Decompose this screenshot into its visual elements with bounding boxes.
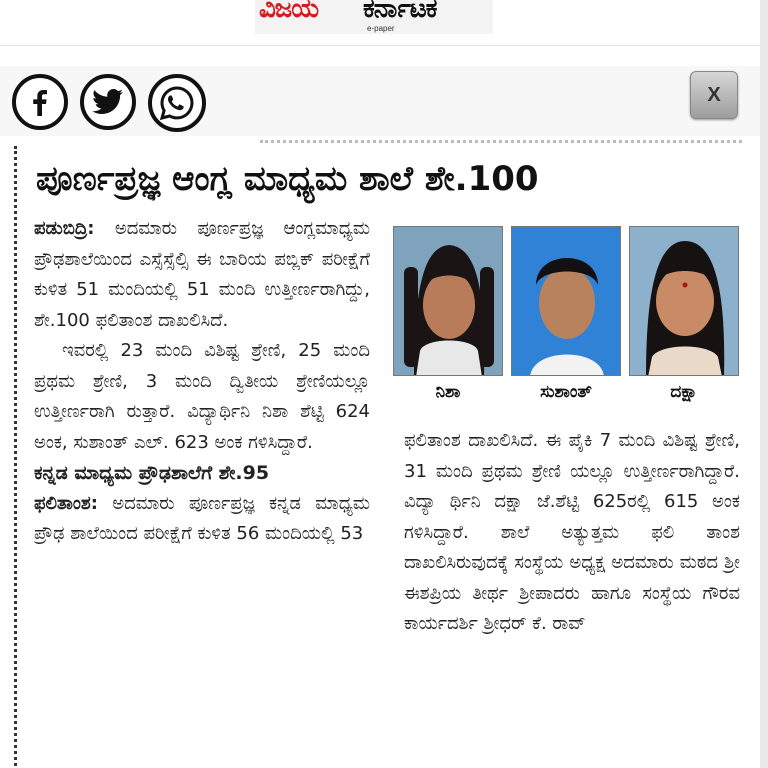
article-column-1 [34, 214, 370, 550]
portrait-image [394, 227, 503, 376]
twitter-icon [92, 88, 124, 116]
article-headline: ಪೂರ್ಣಪ್ರಜ್ಞ ಆಂಗ್ಲ ಮಾಧ್ಯಮ ಶಾಲೆ ಶೇ.100 [36, 159, 539, 199]
photo-caption-sushanth: ಸುಶಾಂತ್ [540, 382, 592, 402]
facebook-share-button[interactable] [12, 74, 68, 130]
top-divider [260, 140, 742, 143]
subheading: ಕನ್ನಡ ಮಾಧ್ಯಮ ಪ್ರೌಢಶಾಲೆಗೆ ಶೇ.95 [34, 462, 270, 484]
student-photo-daksha [629, 226, 739, 376]
paragraph-1: ಅದಮಾರು ಪೂರ್ಣಪ್ರಜ್ಞ ಆಂಗ್ಲಮಾಧ್ಯಮ ಪ್ರೌಢಶಾಲೆಯಿಂದ ಎಸ್ಸೆಸ್ಸೆಲ್ಸಿ ಈ ಬಾರಿಯ ಪಬ್ಲಿಕ್ ಪರೀಕ್ಷೆಗೆ ಕುಳಿತ 51 ಮಂದಿಯಲ್ಲಿ 51 ಮಂದಿ ಉತ್ತೀರ್ಣರಾಗಿದ್ದು, ಶೇ.100 ಫಲಿತಾಂಶ ದಾಖಲಿಸಿದೆ. [34, 218, 370, 331]
vijay-karnataka-logo[interactable] [255, 0, 493, 34]
dateline: ಪಡುಬಿದ್ರಿ: [34, 218, 95, 239]
subheading-lead: ಫಲಿತಾಂಶ: [34, 492, 98, 514]
top-bar [0, 0, 768, 46]
logo-text-black: ಕರ್ನಾಟಕ [363, 0, 437, 24]
whatsapp-icon [160, 86, 194, 120]
student-photo-sushanth [511, 226, 621, 376]
photo-caption-nisha: ನಿಶಾ [435, 382, 461, 402]
logo-subtitle: e-paper [367, 24, 395, 33]
paragraph-4: ಫಲಿತಾಂಶ ದಾಖಲಿಸಿದೆ. ಈ ಪೈಕಿ 7 ಮಂದಿ ವಿಶಿಷ್ಟ ಶ್ರೇಣಿ, 31 ಮಂದಿ ಪ್ರಥಮ ಶ್ರೇಣಿ ಯಲ್ಲೂ ಉತ್ತೀರ್ಣರಾಗಿದ್ದಾರೆ. ವಿದ್ಯಾ ರ್ಥಿನಿ ದಕ್ಷಾ ಜೆ.ಶೆಟ್ಟಿ 625ರಲ್ಲಿ 615 ಅಂಕ ಗಳಿಸಿದ್ದಾರೆ. ಶಾಲೆ ಅತ್ಯುತ್ತಮ ಫಲಿ ತಾಂಶ ದಾಖಲಿಸಿರುವುದಕ್ಕೆ ಸಂಸ್ಥೆಯ ಅಧ್ಯಕ್ಷ ಅದಮಾರು ಮಠದ ಶ್ರೀ ಈಶಪ್ರಿಯ ತೀರ್ಥ ಶ್ರೀಪಾದರು ಹಾಗೂ ಸಂಸ್ಥೆಯ ಗೌರವ ಕಾರ್ಯದರ್ಶಿ ಶ್ರೀಧರ್ ಕೆ. ರಾವ್ [404, 430, 740, 634]
close-button[interactable]: X [690, 71, 738, 119]
twitter-share-button[interactable] [80, 74, 136, 130]
facebook-icon [25, 87, 55, 117]
article-column-2 [404, 426, 740, 640]
student-photo-nisha [393, 226, 503, 376]
share-bar [0, 66, 760, 136]
paragraph-2: ಇವರಲ್ಲಿ 23 ಮಂದಿ ವಿಶಿಷ್ಟ ಶ್ರೇಣಿ, 25 ಮಂದಿ ಪ್ರಥಮ ಶ್ರೇಣಿ, 3 ಮಂದಿ ದ್ವಿತೀಯ ಶ್ರೇಣಿಯಲ್ಲೂ ಉತ್ತೀರ್ಣರಾಗಿ ರುತ್ತಾರೆ. ವಿದ್ಯಾರ್ಥಿನಿ ನಿಶಾ ಶೆಟ್ಟಿ 624 ಅಂಕ, ಸುಶಾಂತ್ ಎಲ್. 623 ಅಂಕ ಗಳಿಸಿದ್ದಾರೆ. [34, 340, 370, 453]
paragraph-3: ಅದಮಾರು ಪೂರ್ಣಪ್ರಜ್ಞ ಕನ್ನಡ ಮಾಧ್ಯಮ ಪ್ರೌಢ ಶಾಲೆಯಿಂದ ಪರೀಕ್ಷೆಗೆ ಕುಳಿತ 56 ಮಂದಿಯಲ್ಲಿ 53 [34, 492, 370, 544]
logo-text-red: ವಿಜಯ [259, 0, 319, 24]
portrait-image [512, 227, 621, 376]
portrait-image [630, 227, 739, 376]
whatsapp-share-button[interactable] [148, 74, 206, 132]
scroll-edge [760, 0, 768, 768]
column-divider [14, 146, 17, 766]
photo-caption-daksha: ದಕ್ಷಾ [670, 382, 698, 402]
